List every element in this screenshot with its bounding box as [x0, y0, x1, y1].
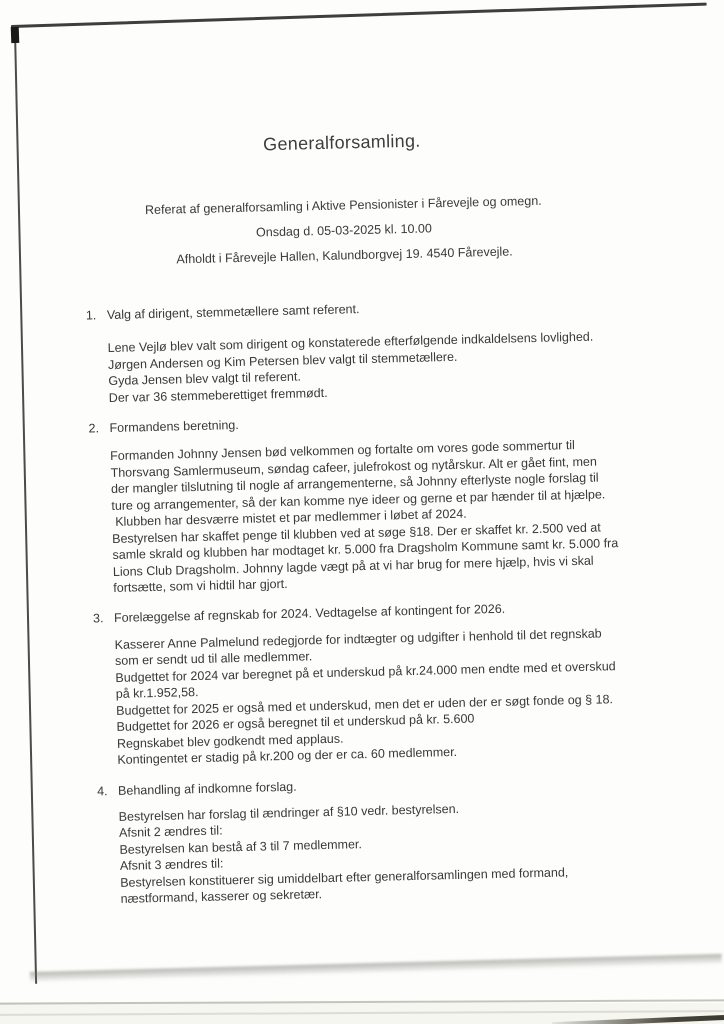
section-2	[5, 405, 724, 599]
intro-line-location: Afholdt i Fårevejle Hallen, Kalundborgvej 19. 4540 Fårevejle.	[176, 244, 513, 267]
section-2-paragraph: Formanden Johnny Jensen bød velkommen og fortalte om vores gode sommertur til Thorsvang Samlermuseum, søndag cafeer, julefrokost og nytårskur. Alt er gået fint, men der mangler tilslutning til nogle af arrangementerne, så Johnny efterlyste nogle forslag til ture og arrangementer, så der kan komme nye ideer og gerne et par hænder til at hjælpe. Klubben har desværre mistet et par medlemmer i løbet af 2024. Bestyrelsen har skaffet penge til klubben ved at søge §18. Der er skaffet kr. 2.500 ved at samle skrald og klubben har modtaget kr. 5.000 fra Dragsholm Kommune samt kr. 5.000 fra Lions Club Dragsholm. Johnny lagde vægt på at vi har brug for mere hjælp, hvis vi skal fortsætte, som vi hidtil har gjort.	[110, 438, 619, 595]
section-3-heading: Forelæggelse af regnskab for 2024. Vedtagelse af kontingent for 2026.	[113, 601, 506, 625]
section-3	[10, 595, 724, 771]
section-4	[14, 768, 724, 910]
section-2-number: 2.	[88, 421, 100, 436]
section-3-paragraph: Kasserer Anne Palmelund redegjorde for indtægter og udgifter i henhold til det regnskab som er sendt ud til alle medlemmer. Budgettet for 2024 var beregnet på et underskud på kr.24.000 men endte med et overskud på kr.1.952,58. Budgettet for 2025 er også med et underskud, men det er uden der er søgt fonde og § 18. Budgettet for 2026 er også beregnet til et underskud på kr. 5.600 Regnskabet blev godkendt med applaus. Kontingentet er stadig på kr.200 og der er ca. 60 medlemmer.	[114, 625, 616, 767]
section-4-heading: Behandling af indkomne forslag.	[117, 779, 297, 798]
section-2-heading: Formandens beretning.	[109, 417, 239, 436]
section-4-number: 4.	[96, 783, 108, 798]
section-1-heading-row	[86, 292, 724, 323]
section-3-heading-row	[93, 595, 724, 626]
section-3-number: 3.	[92, 610, 104, 625]
intro-line-date: Onsdag d. 05-03-2025 kl. 10.00	[255, 221, 432, 240]
document-intro	[0, 185, 688, 276]
section-1	[3, 292, 724, 408]
section-4-paragraph: Bestyrelsen har forslag til ændringer af §10 vedr. bestyrelsen. Afsnit 2 ændres til: Bestyrelsen kan bestå af 3 til 7 medlemmer. Afsnit 3 ændres til: Bestyrelsen konstituerer sig umiddelbart efter generalforsamlingen med formand, næstformand, kasserer og sekretær.	[118, 801, 569, 906]
section-1-paragraph: Lene Vejlø blev valt som dirigent og konstaterede efterfølgende indkaldelsens lovlighed. Jørgen Andersen og Kim Petersen blev valgt til stemmetællere. Gyda Jensen blev valgt til referent. Der var 36 stemmeberettiget fremmødt.	[107, 329, 594, 405]
page-bottom-shadow	[30, 954, 722, 982]
section-2-heading-row	[88, 405, 724, 436]
document-title: Generalforsamling.	[262, 130, 421, 155]
section-1-number: 1.	[85, 308, 97, 323]
section-1-heading: Valg af dirigent, stemmetællere samt referent.	[106, 302, 360, 323]
section-4-heading-row	[97, 768, 724, 799]
intro-line-referat: Referat af generalforsamling i Aktive Pensionister i Fårevejle og omegn.	[144, 193, 542, 218]
